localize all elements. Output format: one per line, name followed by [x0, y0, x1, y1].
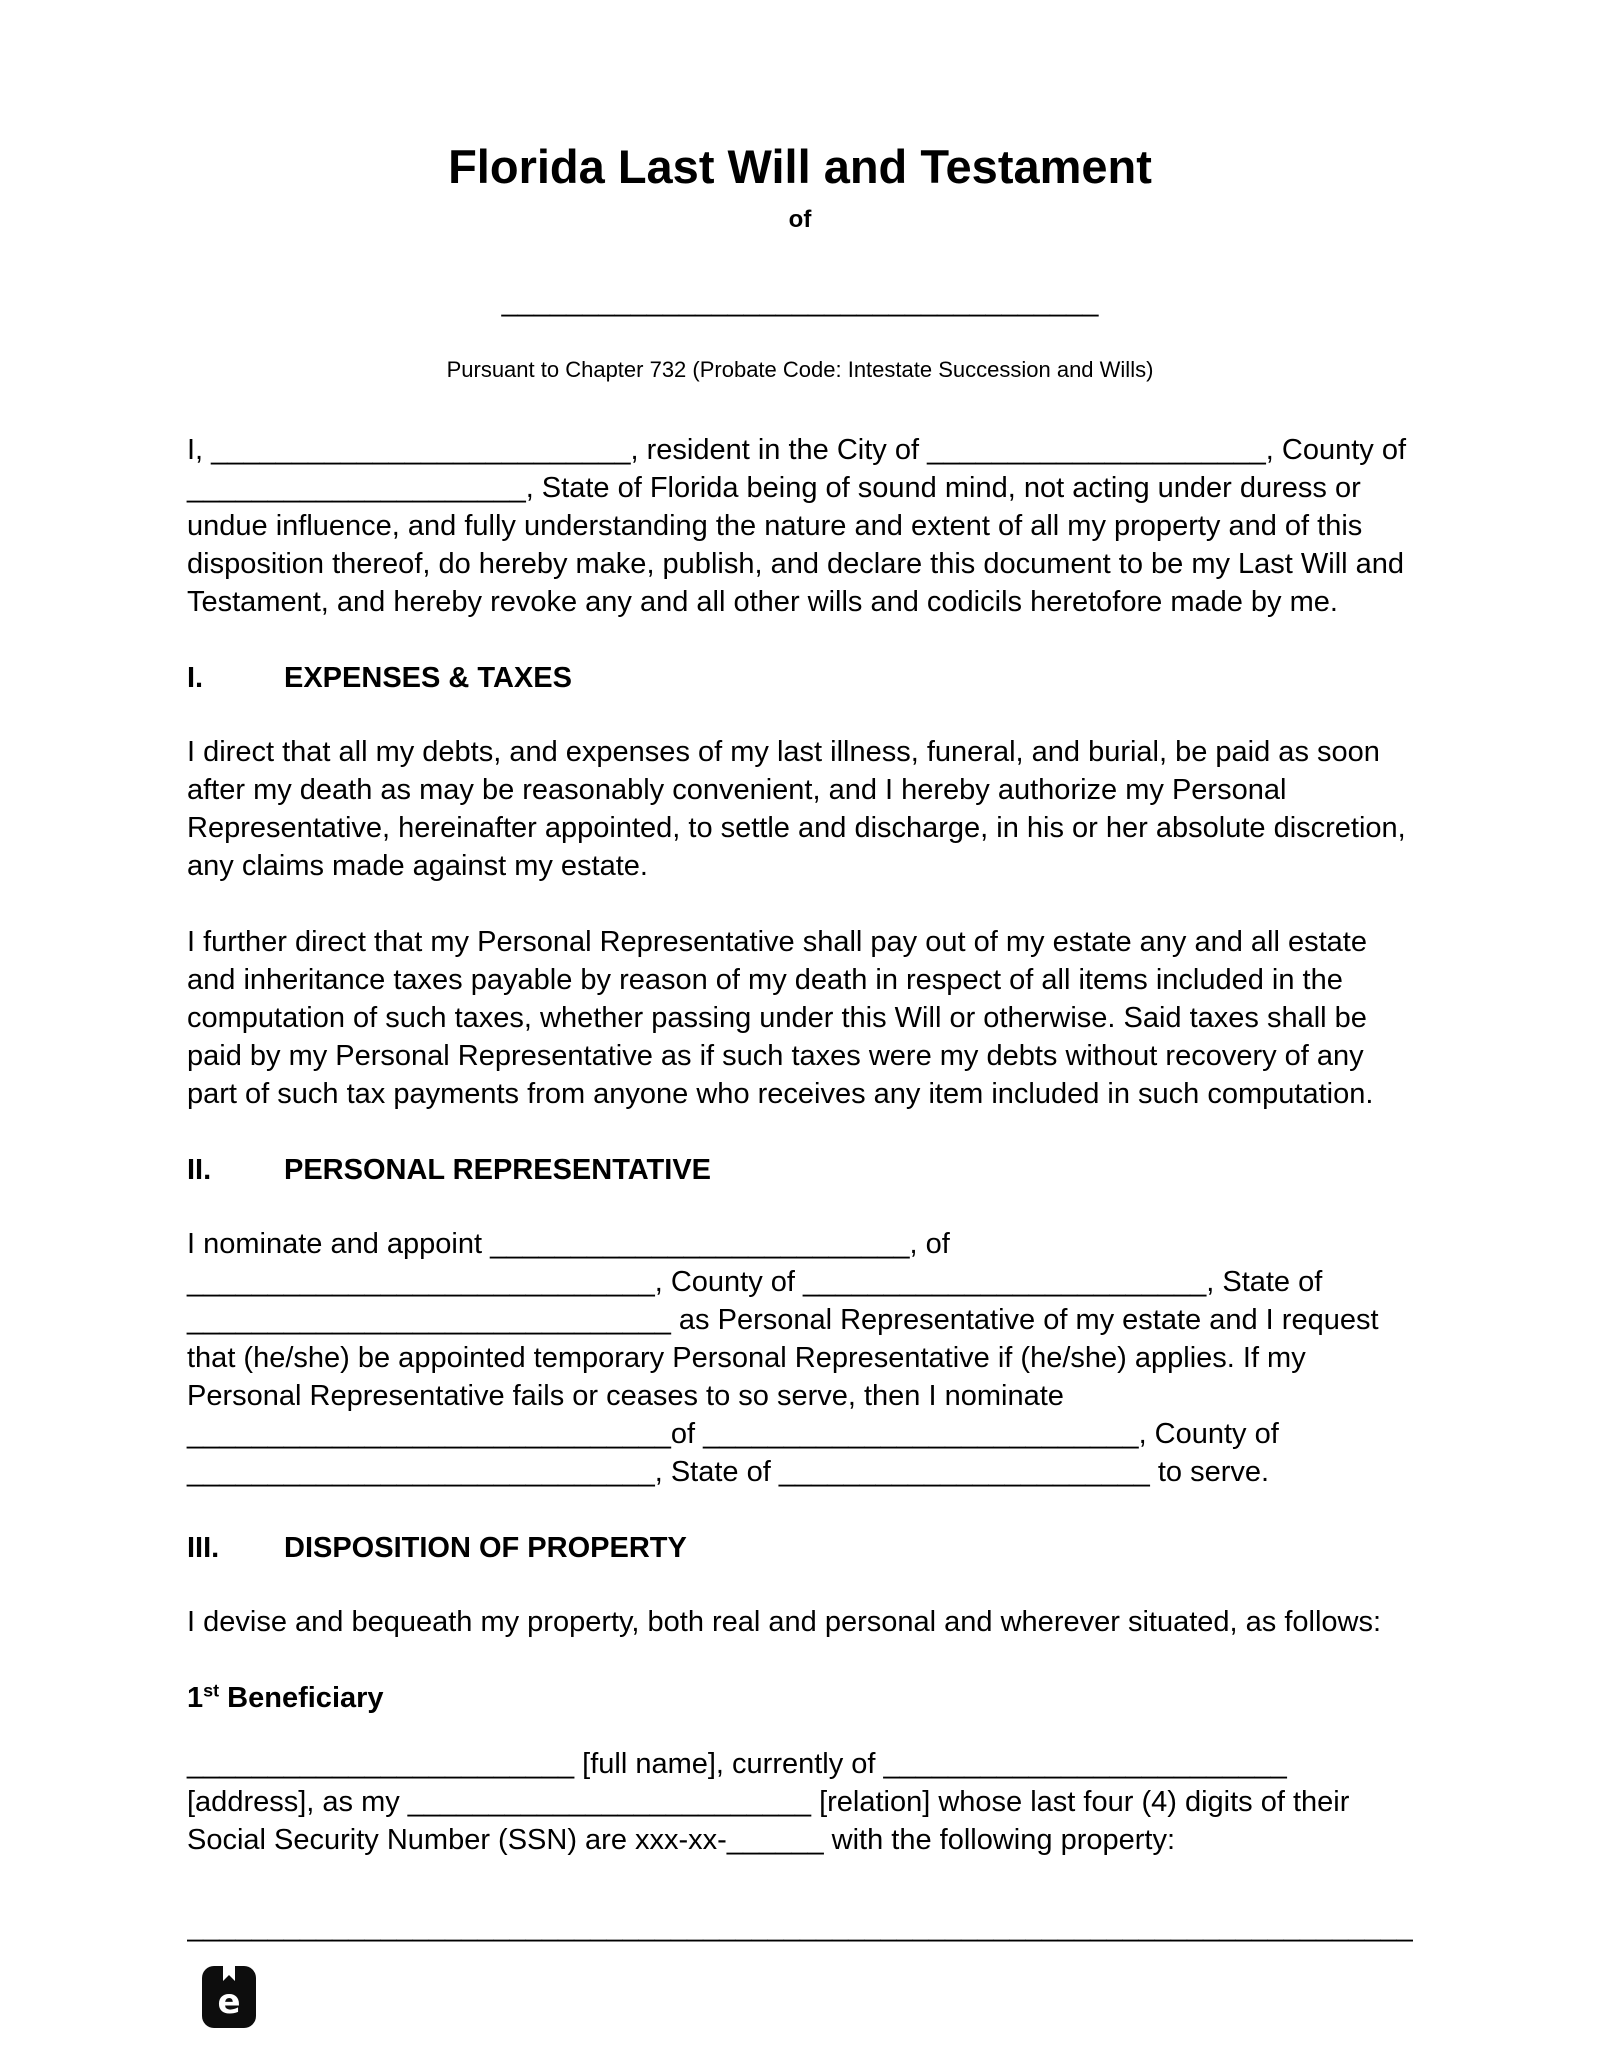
first-beneficiary-paragraph: ________________________ [full name], currently of _________________________ [address], as my _________________________ [relation] whose last four (4) digits of their Social Security Number (SSN) are xxx-xx-______ with the following property: [187, 1748, 1350, 1857]
eforms-e-icon: e [217, 1982, 241, 2022]
document-subtitle-of: of [788, 206, 812, 234]
expenses-paragraph-1: I direct that all my debts, and expenses of my last illness, funeral, and burial, be paid as soon after my death as may be reasonably convenient, and I hereby authorize my Personal Representative, hereinafter appointed, to settle and discharge, in his or her absolute discretion, any claims made against my estate. [187, 736, 1406, 883]
section-heading-disposition-of-property [187, 1529, 1413, 1567]
testator-name-blank: _____________________________________ [501, 286, 1099, 319]
property-blank-line: ____________________________________________________________________________ [187, 1911, 1413, 1943]
expenses-paragraph-2: I further direct that my Personal Representative shall pay out of my estate any and all estate and inheritance taxes payable by reason of my death in respect of all items included in the computation of such taxes, whether passing under this Will or otherwise. Said taxes shall be paid by my Personal Representative as if such taxes were my debts without recovery of any part of such tax payments from anyone who receives any item included in such computation. [187, 926, 1374, 1111]
section-number: II. [187, 1154, 212, 1187]
section-number: III. [187, 1532, 220, 1565]
section-title: EXPENSES & TAXES [284, 662, 572, 695]
opening-declaration-paragraph: I, __________________________, resident in the City of _____________________, County of _____________________, State of Florida being of sound mind, not acting under duress or undue influence, and fully understanding the nature and extent of all my property and of this disposition thereof, do hereby make, publish, and declare this document to be my Last Will and Testament, and hereby revoke any and all other wills and codicils heretofore made by me. [187, 434, 1407, 619]
eforms-logo[interactable] [202, 1966, 256, 2028]
pursuant-statute-line: Pursuant to Chapter 732 (Probate Code: Intestate Succession and Wills) [446, 357, 1154, 383]
section-title: PERSONAL REPRESENTATIVE [284, 1154, 712, 1187]
disposition-paragraph: I devise and bequeath my property, both real and personal and wherever situated, as follows: [187, 1606, 1382, 1639]
section-title: DISPOSITION OF PROPERTY [284, 1532, 687, 1565]
first-beneficiary-heading [187, 1679, 1413, 1717]
document-title: Florida Last Will and Testament [448, 140, 1152, 193]
section-number: I. [187, 662, 204, 695]
bookmark-ribbon-icon [223, 1966, 235, 1981]
beneficiary-label: Beneficiary [219, 1682, 384, 1715]
section-heading-personal-representative [187, 1151, 1413, 1189]
beneficiary-ordinal-suffix: st [203, 1680, 220, 1701]
beneficiary-ordinal: 1 [187, 1682, 204, 1715]
personal-representative-paragraph: I nominate and appoint __________________________, of _____________________________, County of _________________________, State of ______________________________ as Personal Representative of my estate and I request that (he/she) be appointed temporary Personal Representative if (he/she) applies. If my Personal Representative fails or ceases to so serve, then I nominate ______________________________of ___________________________, County of _____________________________, State of _______________________ to serve. [187, 1228, 1379, 1489]
section-heading-expenses-taxes [187, 659, 1413, 697]
